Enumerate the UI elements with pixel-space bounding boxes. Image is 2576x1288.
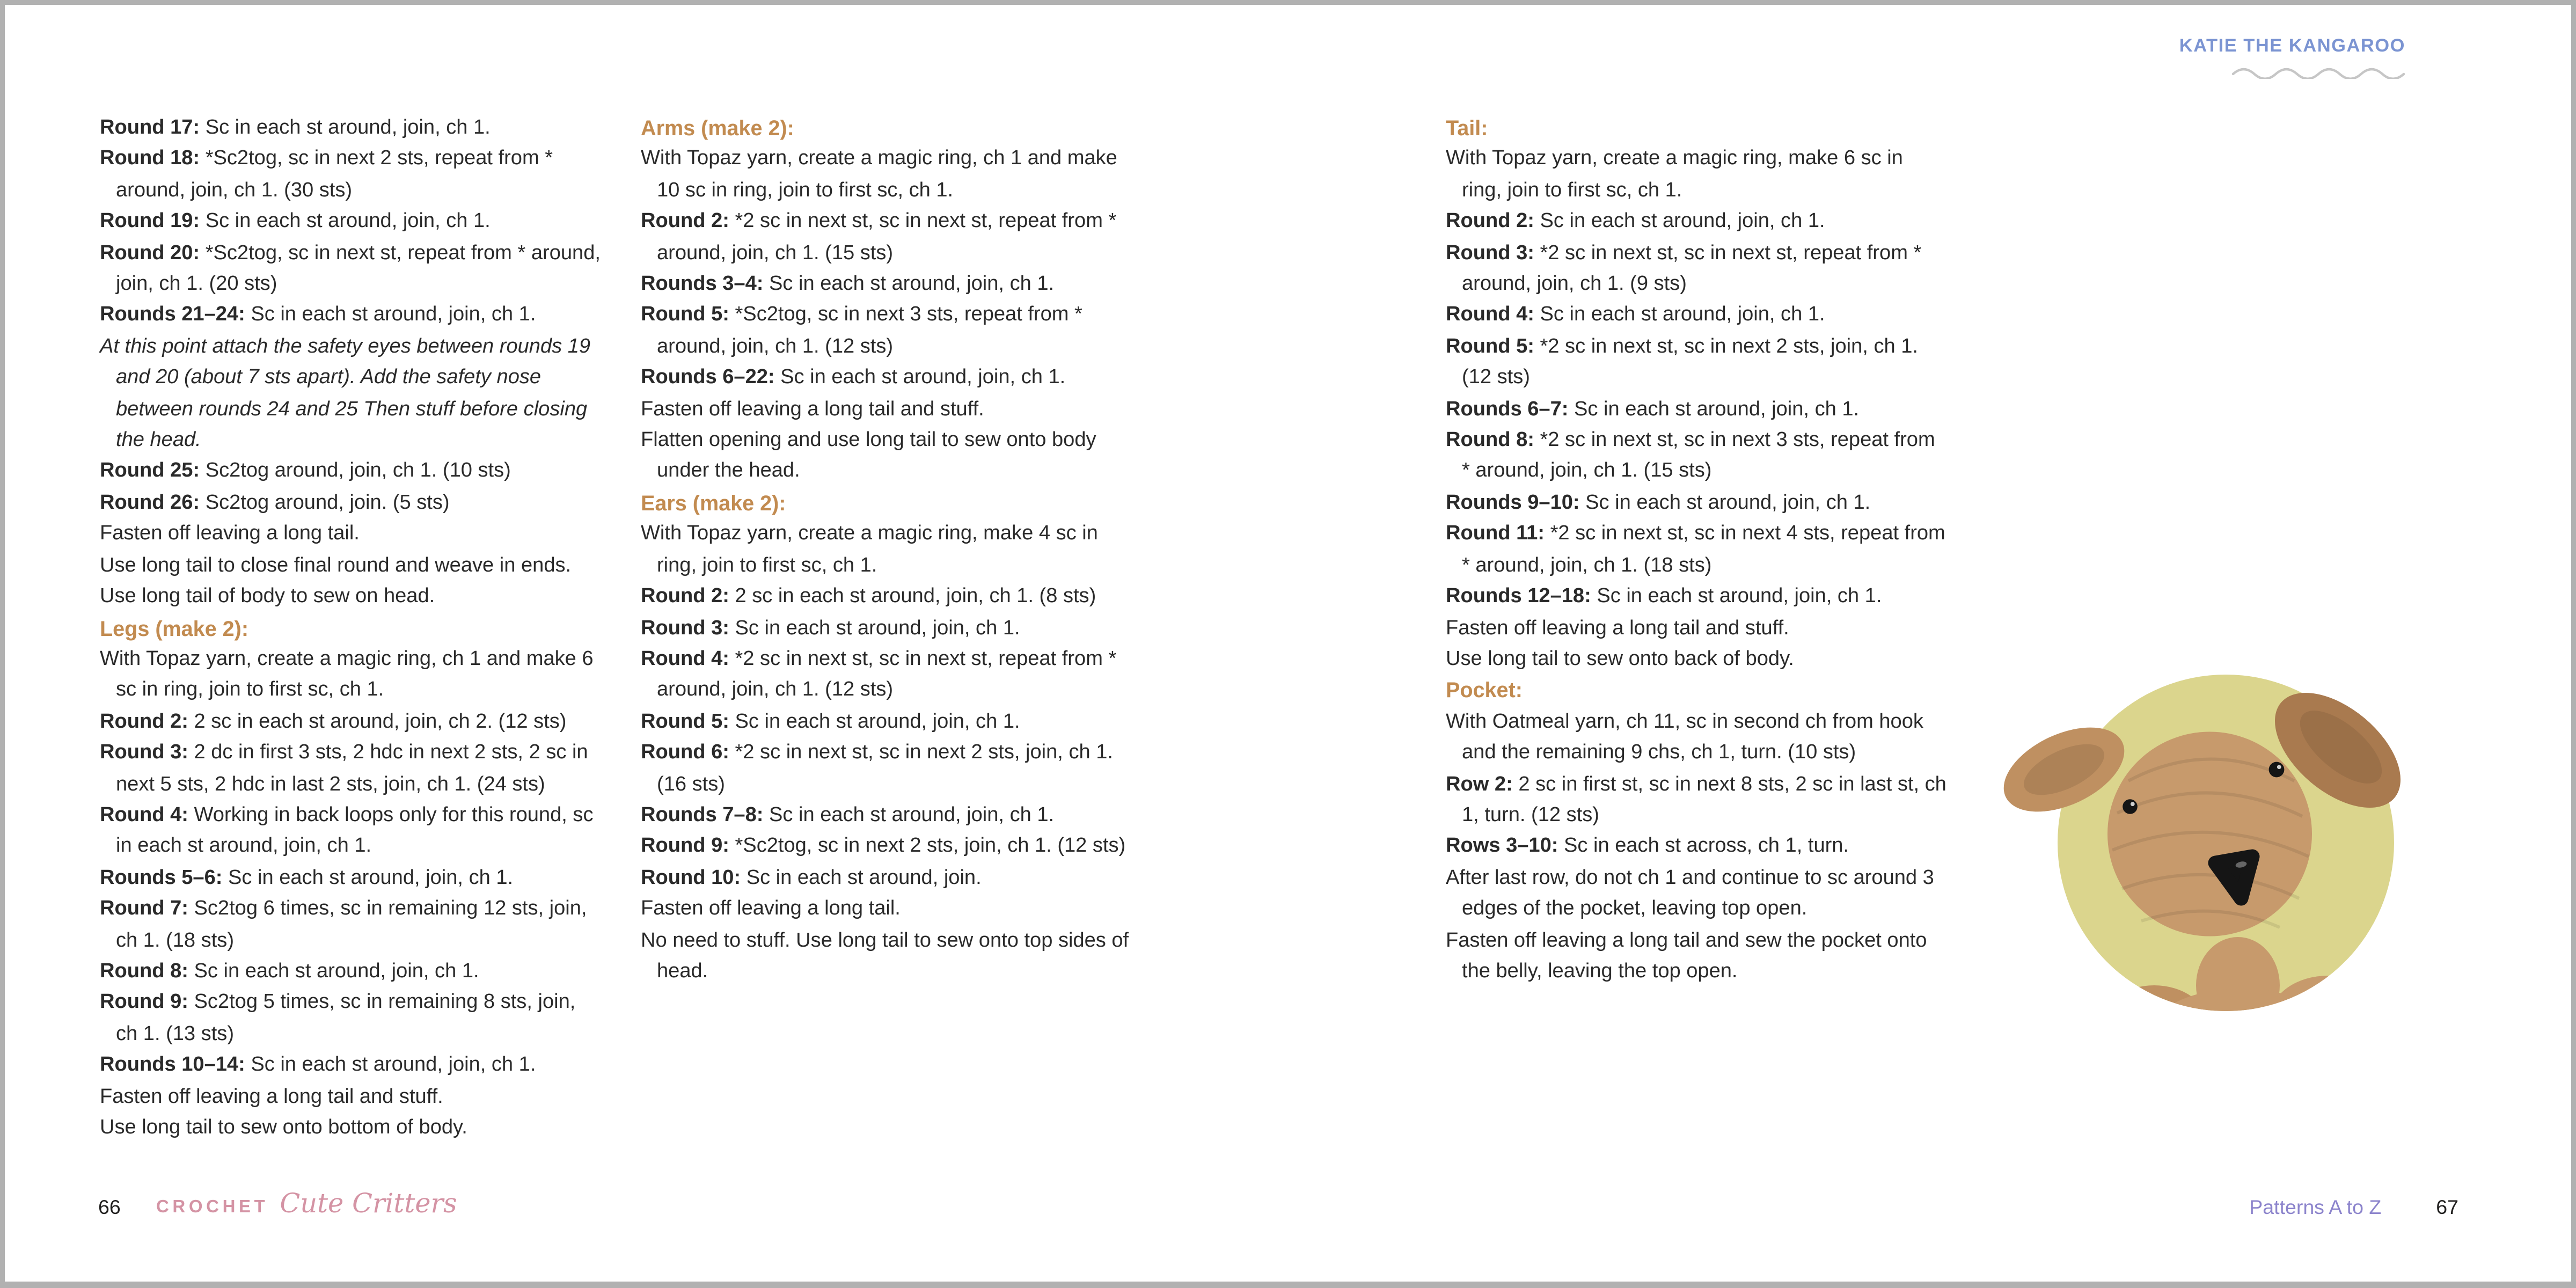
pattern-line: Round 4: Working in back loops only for this round, sc in each st around, join, ch 1. bbox=[100, 803, 594, 858]
pattern-line: Round 18: *Sc2tog, sc in next 2 sts, repeat from * around, join, ch 1. (30 sts) bbox=[100, 147, 553, 201]
round-label: Round 6: bbox=[641, 741, 735, 764]
pattern-line: Round 25: Sc2tog around, join, ch 1. (10 sts) bbox=[100, 459, 511, 482]
pattern-line: Rows 3–10: Sc in each st across, ch 1, turn. bbox=[1446, 835, 1849, 858]
pattern-line: Round 10: Sc in each st around, join. bbox=[641, 866, 982, 889]
round-label: Rounds 6–7: bbox=[1446, 397, 1575, 420]
section-label: Patterns A to Z bbox=[2249, 1196, 2382, 1219]
pattern-line: Round 19: Sc in each st around, join, ch 1. bbox=[100, 209, 491, 232]
pattern-line: Use long tail to sew onto bottom of body. bbox=[100, 1116, 467, 1138]
pattern-column-tail-pocket bbox=[1446, 113, 1948, 987]
book-title-footer bbox=[156, 1188, 457, 1219]
pattern-line: With Topaz yarn, create a magic ring, make 4 sc in ring, join to first sc, ch 1. bbox=[641, 522, 1098, 576]
pattern-line: Round 4: *2 sc in next st, sc in next st, repeat from * around, join, ch 1. (12 sts) bbox=[641, 647, 1117, 701]
pattern-line: Fasten off leaving a long tail and stuff. bbox=[1446, 616, 1789, 639]
pattern-line: Rounds 3–4: Sc in each st around, join, ch 1. bbox=[641, 272, 1055, 295]
pattern-line: Fasten off leaving a long tail and stuff. bbox=[641, 397, 984, 420]
round-label: Round 3: bbox=[1446, 240, 1540, 264]
kangaroo-photo bbox=[1996, 644, 2431, 1030]
wavy-underline-decoration bbox=[2231, 66, 2405, 79]
pattern-note: At this point attach the safety eyes between rounds 19 and 20 (about 7 sts apart). Add the safety nose between rounds 24 and 25 Then stuff before closing the head. bbox=[100, 334, 591, 451]
book-title-caps: CROCHET bbox=[156, 1198, 269, 1217]
round-label: Round 8: bbox=[1446, 428, 1540, 451]
round-label: Rounds 10–14: bbox=[100, 1053, 251, 1076]
round-label: Round 18: bbox=[100, 147, 206, 170]
pattern-line: Round 5: *2 sc in next st, sc in next 2 sts, join, ch 1. (12 sts) bbox=[1446, 334, 1918, 389]
section-heading: Arms (make 2): bbox=[641, 116, 794, 140]
pattern-line: Round 6: *2 sc in next st, sc in next 2 sts, join, ch 1. (16 sts) bbox=[641, 741, 1113, 795]
pattern-line: Rounds 9–10: Sc in each st around, join, ch 1. bbox=[1446, 491, 1871, 514]
round-label: Round 17: bbox=[100, 116, 206, 138]
round-label: Round 4: bbox=[100, 803, 194, 826]
round-label: Row 2: bbox=[1446, 772, 1519, 795]
pattern-line: Fasten off leaving a long tail. bbox=[100, 522, 360, 545]
chapter-title: KATIE THE KANGAROO bbox=[2179, 37, 2405, 56]
page-number-right: 67 bbox=[2436, 1196, 2458, 1219]
pattern-line: Rounds 6–22: Sc in each st around, join, ch 1. bbox=[641, 365, 1066, 389]
kangaroo-left-eye bbox=[2123, 799, 2138, 814]
round-label: Round 9: bbox=[100, 991, 194, 1014]
round-label: Round 10: bbox=[641, 866, 747, 889]
pattern-line: Rounds 5–6: Sc in each st around, join, ch 1. bbox=[100, 866, 514, 889]
pattern-line: With Topaz yarn, create a magic ring, ch 1 and make 10 sc in ring, join to first sc, ch 1. bbox=[641, 147, 1117, 201]
round-label: Round 8: bbox=[100, 959, 194, 982]
pattern-line: Rounds 12–18: Sc in each st around, join, ch 1. bbox=[1446, 584, 1882, 608]
pattern-line: Rounds 21–24: Sc in each st around, join, ch 1. bbox=[100, 303, 536, 326]
pattern-line: Flatten opening and use long tail to sew onto body under the head. bbox=[641, 428, 1096, 482]
round-label: Round 5: bbox=[641, 709, 735, 733]
round-label: Round 4: bbox=[1446, 303, 1540, 326]
round-label: Round 3: bbox=[100, 741, 194, 764]
pattern-line: With Topaz yarn, create a magic ring, ch 1 and make 6 sc in ring, join to first sc, ch 1. bbox=[100, 647, 594, 701]
round-label: Rows 3–10: bbox=[1446, 835, 1564, 858]
footer-right bbox=[2249, 1196, 2458, 1219]
pattern-line: Round 2: 2 sc in each st around, join, ch 2. (12 sts) bbox=[100, 709, 567, 733]
pattern-line: Rounds 10–14: Sc in each st around, join, ch 1. bbox=[100, 1053, 536, 1076]
round-label: Round 2: bbox=[1446, 209, 1540, 232]
page-number-left: 66 bbox=[98, 1196, 121, 1219]
pattern-line: Row 2: 2 sc in first st, sc in next 8 sts, 2 sc in last st, ch 1, turn. (12 sts) bbox=[1446, 772, 1946, 826]
pattern-line: Rounds 6–7: Sc in each st around, join, ch 1. bbox=[1446, 397, 1860, 420]
pattern-line: Round 8: *2 sc in next st, sc in next 3 sts, repeat from * around, join, ch 1. (15 sts) bbox=[1446, 428, 1935, 482]
round-label: Rounds 7–8: bbox=[641, 803, 770, 826]
round-label: Round 25: bbox=[100, 459, 206, 482]
pattern-line: Round 2: Sc in each st around, join, ch 1. bbox=[1446, 209, 1825, 232]
book-title-script: Cute Critters bbox=[280, 1188, 457, 1219]
round-label: Round 19: bbox=[100, 209, 206, 232]
pattern-line: Fasten off leaving a long tail and sew the pocket onto the belly, leaving the top open. bbox=[1446, 928, 1927, 982]
section-heading: Tail: bbox=[1446, 116, 1488, 140]
pattern-line: Fasten off leaving a long tail. bbox=[641, 897, 901, 920]
pattern-line: Round 2: *2 sc in next st, sc in next st, repeat from * around, join, ch 1. (15 sts) bbox=[641, 209, 1117, 264]
round-label: Round 26: bbox=[100, 491, 206, 514]
round-label: Round 2: bbox=[641, 584, 735, 608]
pattern-line: Use long tail of body to sew on head. bbox=[100, 584, 435, 608]
round-label: Rounds 12–18: bbox=[1446, 584, 1597, 608]
round-label: Round 9: bbox=[641, 835, 735, 858]
round-label: Round 2: bbox=[100, 709, 194, 733]
pattern-line: Fasten off leaving a long tail and stuff. bbox=[100, 1084, 443, 1107]
kangaroo-right-eye bbox=[2269, 762, 2285, 778]
pattern-line: Round 9: Sc2tog 5 times, sc in remaining 8 sts, join, ch 1. (13 sts) bbox=[100, 991, 576, 1045]
pattern-line: Use long tail to sew onto back of body. bbox=[1446, 647, 1794, 670]
pattern-line: Round 3: *2 sc in next st, sc in next st, repeat from * around, join, ch 1. (9 sts) bbox=[1446, 240, 1922, 295]
round-label: Rounds 9–10: bbox=[1446, 491, 1586, 514]
round-label: Round 5: bbox=[641, 303, 735, 326]
pattern-line: Round 7: Sc2tog 6 times, sc in remaining 12 sts, join, ch 1. (18 sts) bbox=[100, 897, 587, 951]
round-label: Round 11: bbox=[1446, 522, 1550, 545]
pattern-line: Round 20: *Sc2tog, sc in next st, repeat from * around, join, ch 1. (20 sts) bbox=[100, 240, 601, 295]
pattern-line: Round 2: 2 sc in each st around, join, ch 1. (8 sts) bbox=[641, 584, 1096, 608]
pattern-line: Round 4: Sc in each st around, join, ch 1. bbox=[1446, 303, 1825, 326]
round-label: Round 3: bbox=[641, 616, 735, 639]
pattern-line: Round 26: Sc2tog around, join. (5 sts) bbox=[100, 491, 450, 514]
pattern-line: With Topaz yarn, create a magic ring, make 6 sc in ring, join to first sc, ch 1. bbox=[1446, 147, 1903, 201]
round-label: Rounds 6–22: bbox=[641, 365, 781, 389]
pattern-line: Round 3: 2 dc in first 3 sts, 2 hdc in next 2 sts, 2 sc in next 5 sts, 2 hdc in last 2 sts, join, ch 1. (24 sts) bbox=[100, 741, 588, 795]
pattern-line: No need to stuff. Use long tail to sew onto top sides of head. bbox=[641, 928, 1129, 982]
round-label: Round 7: bbox=[100, 897, 194, 920]
pattern-line: Use long tail to close final round and weave in ends. bbox=[100, 553, 572, 576]
pattern-column-head-legs bbox=[100, 113, 602, 1144]
pattern-line: Round 9: *Sc2tog, sc in next 2 sts, join, ch 1. (12 sts) bbox=[641, 835, 1126, 858]
section-heading: Pocket: bbox=[1446, 678, 1523, 702]
round-label: Rounds 5–6: bbox=[100, 866, 229, 889]
section-heading: Legs (make 2): bbox=[100, 616, 249, 640]
pattern-line: Round 5: *Sc2tog, sc in next 3 sts, repeat from * around, join, ch 1. (12 sts) bbox=[641, 303, 1082, 357]
pattern-line: Round 5: Sc in each st around, join, ch 1. bbox=[641, 709, 1020, 733]
pattern-line: With Oatmeal yarn, ch 11, sc in second ch from hook and the remaining 9 chs, ch 1, turn. (10 sts) bbox=[1446, 709, 1923, 764]
pattern-line: After last row, do not ch 1 and continue to sc around 3 edges of the pocket, leaving top open. bbox=[1446, 866, 1934, 920]
round-label: Round 4: bbox=[641, 647, 735, 670]
section-heading: Ears (make 2): bbox=[641, 491, 786, 515]
round-label: Round 20: bbox=[100, 240, 206, 264]
pattern-line: Round 8: Sc in each st around, join, ch 1. bbox=[100, 959, 479, 982]
round-label: Rounds 3–4: bbox=[641, 272, 770, 295]
round-label: Round 2: bbox=[641, 209, 735, 232]
round-label: Rounds 21–24: bbox=[100, 303, 251, 326]
pattern-line: Round 17: Sc in each st around, join, ch 1. bbox=[100, 116, 491, 138]
pattern-line: Round 3: Sc in each st around, join, ch 1. bbox=[641, 616, 1020, 639]
round-label: Round 5: bbox=[1446, 334, 1540, 357]
pattern-line: Round 11: *2 sc in next st, sc in next 4 sts, repeat from * around, join, ch 1. (18 sts) bbox=[1446, 522, 1945, 576]
pattern-line: Rounds 7–8: Sc in each st around, join, ch 1. bbox=[641, 803, 1055, 826]
pattern-column-arms-ears bbox=[641, 113, 1143, 987]
